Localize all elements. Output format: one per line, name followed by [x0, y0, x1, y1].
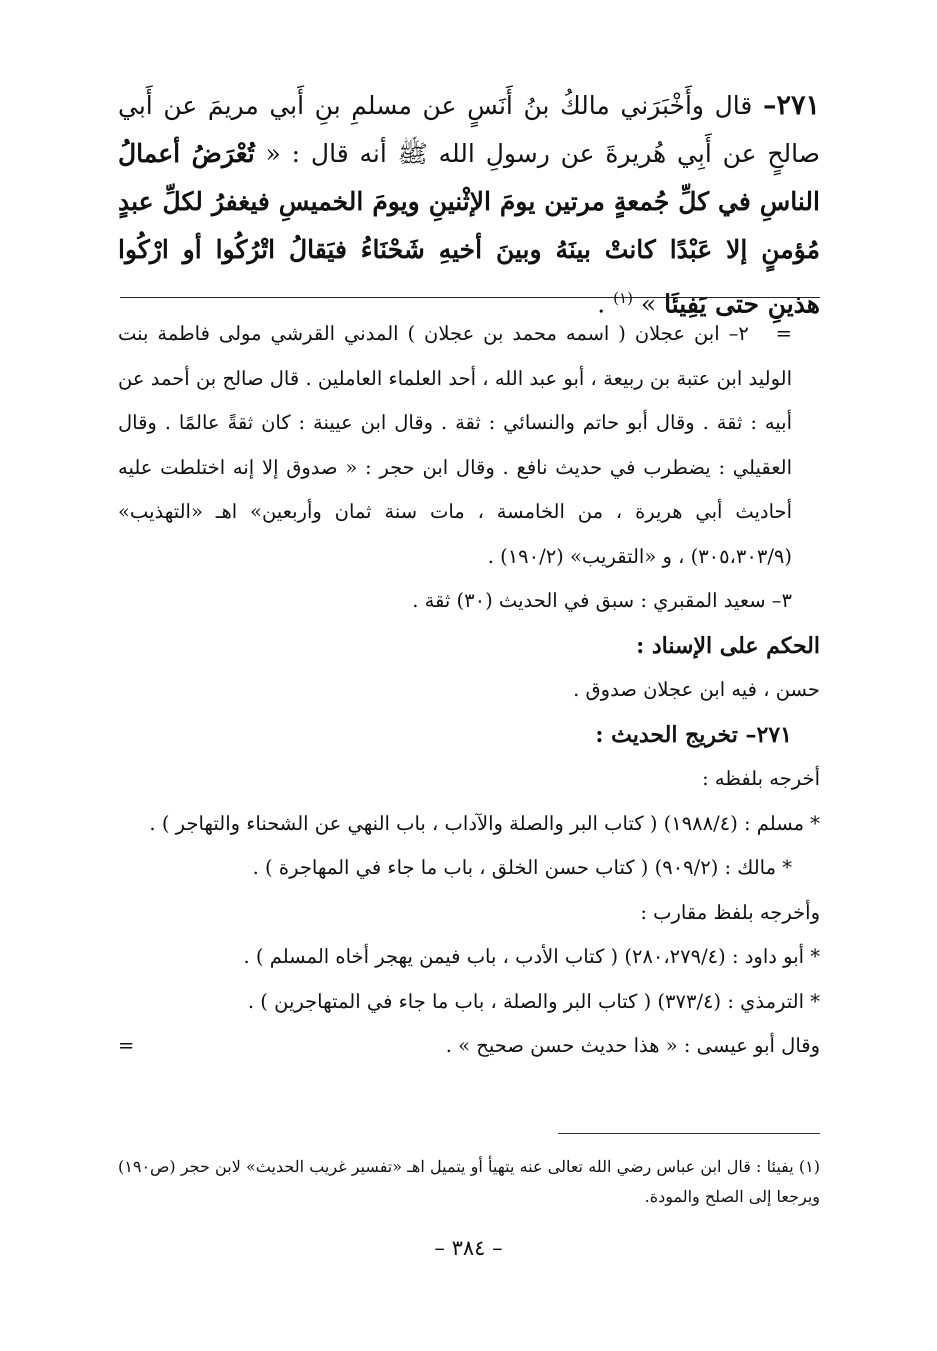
takhrij-abu-dawud: * أبو داود : (٢٨٠،٢٧٩/٤) ( كتاب الأدب ، باب فيمن يهجر أخاه المسلم ) . [243, 945, 820, 968]
abu-isa-line [118, 1024, 820, 1069]
narrator-note-2: = ٢– ابن عجلان ( اسمه محمد بن عجلان ) المدني القرشي مولى فاطمة بنت الوليد ابن عتبة بن ربيعة ، أبو عبد الله ، أحد العلماء العاملين . قال صالح بن أحمد عن أبيه : ثقة . وقال أبو حاتم والنسائي : ثقة . وقال ابن عيينة : كان ثقةً عالمًا . وقال العقيلي : يضطرب في حديث نافع . وقال ابن حجر : « صدوق إلا إنه اختلطت عليه أحاديث أبي هريرة ، من الخامسة ، مات سنة ثمان وأربعين» اهـ «التهذيب» (٣٠٥،٣٠٣/٩) ، و «التقريب» (١٩٠/٢) . [118, 322, 792, 568]
takhrij-malik: * مالك : (٩٠٩/٢) ( كتاب حسن الخلق ، باب ما جاء في المهاجرة ) . [252, 856, 792, 879]
ruling-text: حسن ، فيه ابن عجلان صدوق . [573, 678, 820, 701]
hadith-isnad: قال وأَخْبَرَني مالكُ بنُ أَنَسٍ عن مسلمِ بنِ أَبي مريمَ عن أَبي صالحٍ عن أَبِي هُريرةَ عن رسولِ الله ﷺ أنه قال : « [118, 91, 820, 168]
hadith-matn: تُعْرَضُ أعمالُ الناسِ في كلِّ جُمعةٍ مرتين يومَ الإثْنينِ ويومَ الخميسِ فيغفرُ لكلِّ عبدٍ مُؤمنٍ إلا عَبْدًا كانتْ بينَهُ وبينَ أخيهِ شَحْنَاءُ فيَقالُ اتْرُكُوا أو ارْكُوا هذينِ حتى يَفِيئَا [118, 139, 820, 319]
hadith-end: . [597, 289, 606, 319]
footnote-separator [558, 1133, 820, 1134]
main-separator [120, 297, 820, 298]
takhrij-muslim: * مسلم : (١٩٨٨/٤) ( كتاب البر والصلة والآداب ، باب النهي عن الشحناء والتهاجر ) . [149, 811, 820, 835]
page-number: – ٣٨٤ – [434, 1236, 503, 1260]
footnote-text: (١) يفيئا : قال ابن عباس رضي الله تعالى عنه يتهيأ أو يتميل اهـ «تفسير غريب الحديث» لابن حجر (ص١٩٠) ويرجعا إلى الصلح والمودة. [118, 1157, 820, 1206]
narrator-note-3: ٣– سعيد المقبري : سبق في الحديث (٣٠) ثقة . [412, 589, 792, 612]
hadith-number: ٢٧١– [762, 90, 820, 121]
abu-isa-text: وقال أبو عيسى : « هذا حديث حسن صحيح » . [445, 1034, 820, 1057]
section-heading-takhrij: ٢٧١– تخريج الحديث : [595, 721, 792, 748]
takhrij-intro-1: أخرجه بلفظه : [702, 767, 820, 790]
continuation-marker-end: = [118, 1034, 135, 1057]
section-heading-ruling: الحكم على الإسناد : [636, 632, 820, 659]
commentary [118, 312, 820, 1069]
hadith-text [118, 82, 820, 328]
footnote-marker: (١) [613, 289, 633, 307]
takhrij-tirmidhi: * الترمذي : (٣٧٣/٤) ( كتاب البر والصلة ، باب ما جاء في المتهاجرين ) . [247, 989, 820, 1013]
hadith-closing-quote: » [640, 289, 657, 319]
takhrij-intro-2: وأخرجه بلفظ مقارب : [640, 900, 820, 924]
continuation-marker: = [775, 322, 792, 345]
footnote [118, 1152, 820, 1212]
